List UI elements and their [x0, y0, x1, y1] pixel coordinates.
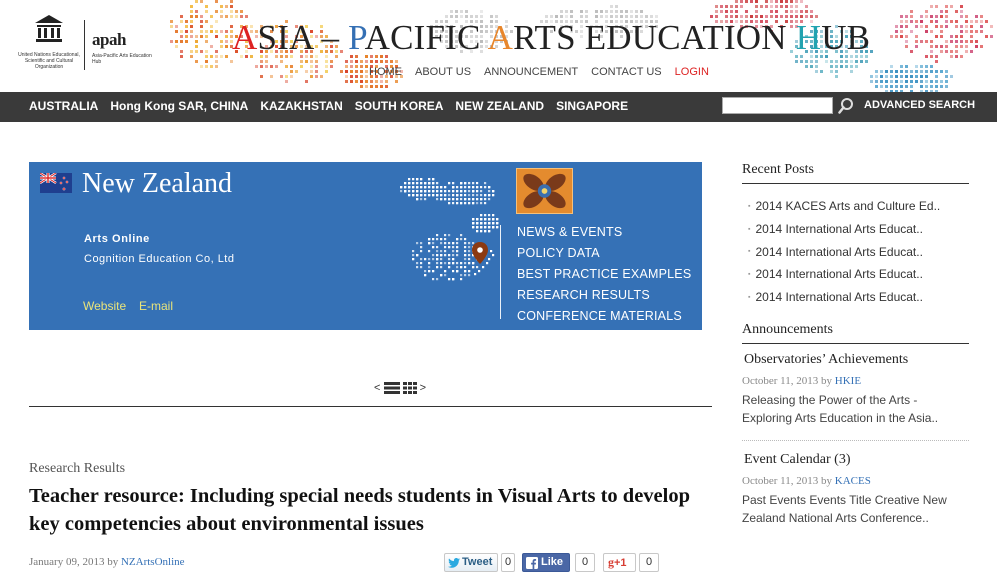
announcement-separator: [742, 440, 969, 441]
website-link[interactable]: Website: [83, 299, 127, 313]
logo-divider: [84, 20, 85, 70]
event-calendar-meta: [742, 475, 871, 487]
nav-announcement-link[interactable]: ANNOUNCEMENT: [484, 66, 579, 78]
organization-subtitle: Cognition Education Co, Ltd: [84, 253, 235, 265]
new-zealand-flag-icon: [40, 173, 72, 193]
unesco-text: United Nations Educational, Scientific and Cultural Organization: [18, 52, 80, 70]
google-plus-icon: g: [608, 555, 614, 569]
menu-news-events[interactable]: NEWS & EVENTS: [517, 225, 623, 239]
recent-post-item[interactable]: ▪ 2014 International Arts Educat..: [748, 241, 940, 264]
apah-mark: apah: [92, 30, 126, 49]
recent-post-item[interactable]: ▪ 2014 International Arts Educat..: [748, 263, 940, 286]
title-part-3: P: [348, 18, 365, 57]
country-kazakhstan-link[interactable]: KAZAKHSTAN: [260, 99, 343, 113]
recent-posts-divider: [742, 183, 969, 184]
country-australia-link[interactable]: AUSTRALIA: [29, 99, 99, 113]
advanced-search-link[interactable]: ADVANCED SEARCH: [864, 99, 976, 111]
organization-badge-icon: [516, 168, 573, 214]
country-new-zealand-link[interactable]: NEW ZEALAND: [455, 99, 545, 113]
banner-divider: [500, 225, 501, 319]
site-title: [232, 18, 870, 58]
event-calendar-by: by: [821, 475, 833, 487]
article-category[interactable]: Research Results: [29, 461, 126, 476]
google-plus-label: +1: [614, 557, 627, 569]
nav-home-link[interactable]: HOME: [369, 66, 402, 78]
country-banner: [29, 162, 702, 330]
twitter-bird-icon: [448, 558, 460, 568]
event-calendar-heading[interactable]: Event Calendar (3): [744, 452, 851, 467]
banner-title: New Zealand: [82, 168, 233, 199]
title-part-6: RTS EDUCATION: [513, 18, 796, 57]
banner-menu: [517, 222, 691, 327]
google-plus-button[interactable]: [603, 553, 636, 572]
like-label: Like: [541, 556, 564, 568]
article-author-link[interactable]: NZArtsOnline: [120, 556, 185, 568]
event-calendar-excerpt[interactable]: Past Events Events Title Creative New Zealand National Arts Conference..: [742, 493, 947, 525]
menu-conference-materials[interactable]: CONFERENCE MATERIALS: [517, 309, 682, 323]
title-part-7: H: [795, 18, 822, 57]
tweet-count: 0: [501, 553, 515, 572]
country-singapore-link[interactable]: SINGAPORE: [556, 99, 629, 113]
email-link[interactable]: E-mail: [139, 299, 174, 313]
site-header: [0, 0, 997, 92]
slider-prev-button[interactable]: <: [374, 382, 381, 395]
article-title[interactable]: Teacher resource: Including special needs students in Visual Arts to develop key competencies about environmental issues: [29, 485, 690, 535]
apah-text: Asia-Pacific Arts Education Hub: [92, 53, 152, 65]
like-count: 0: [575, 553, 595, 572]
article-date: January 09, 2013: [29, 556, 105, 568]
announcements-heading: Announcements: [742, 322, 833, 337]
recent-post-item[interactable]: ▪ 2014 International Arts Educat..: [748, 286, 940, 309]
title-part-5: A: [487, 18, 514, 57]
observatories-author-link[interactable]: HKIE: [834, 375, 862, 387]
apah-logo[interactable]: [92, 30, 152, 74]
nav-contact-us-link[interactable]: CONTACT US: [591, 66, 662, 78]
observatories-date: October 11, 2013: [742, 375, 819, 387]
menu-research-results[interactable]: RESEARCH RESULTS: [517, 288, 650, 302]
location-pin-icon: [472, 242, 488, 264]
event-calendar-author-link[interactable]: KACES: [834, 475, 871, 487]
article-by: by: [107, 556, 119, 568]
top-nav: [369, 66, 722, 78]
tweet-button[interactable]: [444, 553, 498, 572]
facebook-like-button[interactable]: [522, 553, 570, 572]
menu-policy-data[interactable]: POLICY DATA: [517, 246, 600, 260]
recent-post-item[interactable]: ▪ 2014 KACES Arts and Culture Ed..: [748, 195, 940, 218]
recent-post-item[interactable]: ▪ 2014 International Arts Educat..: [748, 218, 940, 241]
content-divider: [29, 406, 712, 407]
grid-view-icon[interactable]: [403, 382, 417, 394]
search-icon[interactable]: [838, 97, 854, 115]
slider-controls: [374, 382, 426, 396]
country-south-korea-link[interactable]: SOUTH KOREA: [354, 99, 444, 113]
list-view-icon[interactable]: [384, 382, 400, 394]
menu-best-practice-examples[interactable]: BEST PRACTICE EXAMPLES: [517, 267, 692, 281]
unesco-temple-icon: [34, 14, 64, 44]
tweet-label: Tweet: [462, 556, 493, 568]
google-plus-count: 0: [639, 553, 659, 572]
recent-posts-list: [748, 195, 940, 309]
nav-login-link[interactable]: LOGIN: [674, 66, 709, 78]
country-nav: [29, 99, 640, 113]
unesco-logo[interactable]: [14, 14, 84, 76]
slider-next-button[interactable]: >: [419, 382, 427, 395]
article-meta: [29, 556, 185, 568]
observatories-meta: [742, 375, 861, 387]
observatories-by: by: [821, 375, 833, 387]
facebook-icon: [526, 557, 538, 569]
title-part-1: A: [232, 18, 258, 57]
search-input[interactable]: [722, 97, 833, 114]
organization-name: Arts Online: [84, 233, 150, 245]
title-part-8: UB: [821, 18, 871, 57]
recent-posts-heading: Recent Posts: [742, 162, 814, 177]
title-part-4: ACIFIC: [364, 18, 488, 57]
announcements-divider: [742, 343, 969, 344]
nav-about-us-link[interactable]: ABOUT US: [415, 66, 472, 78]
event-calendar-date: October 11, 2013: [742, 475, 819, 487]
country-hong-kong-link[interactable]: Hong Kong SAR, CHINA: [110, 99, 249, 113]
observatories-excerpt[interactable]: Releasing the Power of the Arts - Exploring Arts Education in the Asia..: [742, 393, 939, 425]
observatories-heading[interactable]: Observatories’ Achievements: [744, 352, 909, 367]
title-part-2: SIA –: [257, 18, 349, 57]
